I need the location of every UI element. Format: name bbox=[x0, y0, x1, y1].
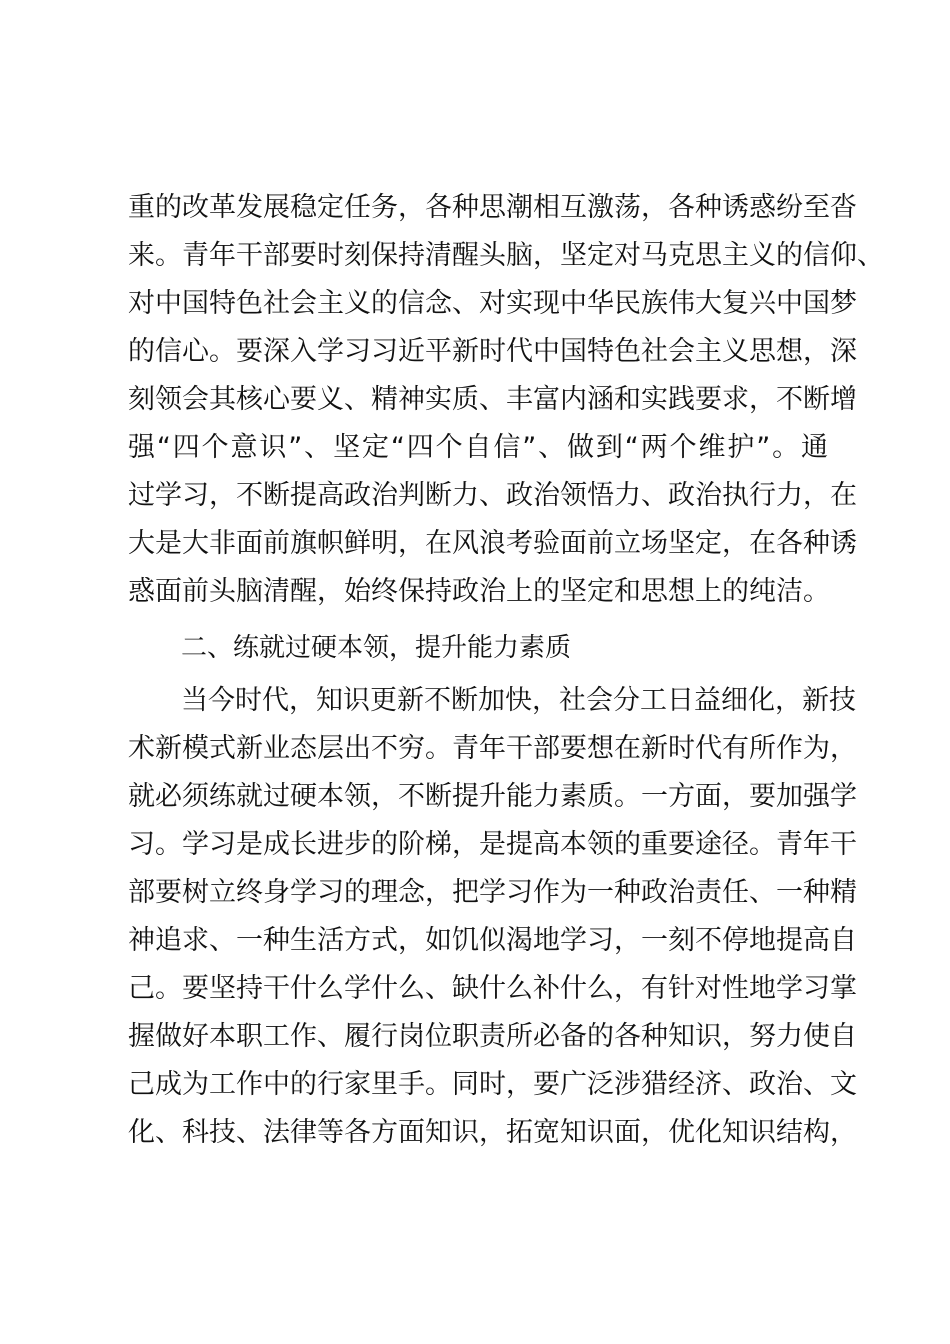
paragraph-line: 握做好本职工作、履行岗位职责所必备的各种知识，努力使自 bbox=[128, 1021, 857, 1052]
paragraph-line: 习。学习是成长进步的阶梯，是提高本领的重要途径。青年干 bbox=[128, 829, 857, 860]
paragraph-line: 部要树立终身学习的理念，把学习作为一种政治责任、一种精 bbox=[128, 877, 857, 908]
paragraph-line: 当今时代，知识更新不断加快，社会分工日益细化，新技 bbox=[181, 685, 856, 716]
paragraph-line: 神追求、一种生活方式，如饥似渴地学习，一刻不停地提高自 bbox=[128, 925, 857, 956]
paragraph-line: 强“四个意识”、坚定“四个自信”、做到“两个维护”。通 bbox=[128, 432, 828, 463]
paragraph-line: 术新模式新业态层出不穷。青年干部要想在新时代有所作为， bbox=[128, 733, 857, 764]
paragraph-line: 己。要坚持干什么学什么、缺什么补什么，有针对性地学习掌 bbox=[128, 973, 857, 1004]
paragraph-line: 对中国特色社会主义的信念、对实现中华民族伟大复兴中国梦 bbox=[128, 288, 857, 319]
paragraph-line: 的信心。要深入学习习近平新时代中国特色社会主义思想，深 bbox=[128, 336, 857, 367]
paragraph-line: 重的改革发展稳定任务，各种思潮相互激荡，各种诱惑纷至沓 bbox=[128, 192, 857, 223]
paragraph-line: 大是大非面前旗帜鲜明，在风浪考验面前立场坚定，在各种诱 bbox=[128, 528, 857, 559]
section-heading: 二、练就过硬本领，提升能力素质 bbox=[181, 633, 572, 663]
paragraph-line: 过学习，不断提高政治判断力、政治领悟力、政治执行力，在 bbox=[128, 480, 857, 511]
paragraph-line: 就必须练就过硬本领，不断提升能力素质。一方面，要加强学 bbox=[128, 781, 857, 812]
paragraph-line: 刻领会其核心要义、精神实质、丰富内涵和实践要求，不断增 bbox=[128, 384, 857, 415]
paragraph-line: 己成为工作中的行家里手。同时，要广泛涉猎经济、政治、文 bbox=[128, 1069, 857, 1100]
paragraph-line: 来。青年干部要时刻保持清醒头脑，坚定对马克思主义的信仰、 bbox=[128, 240, 884, 271]
paragraph-line: 惑面前头脑清醒，始终保持政治上的坚定和思想上的纯洁。 bbox=[128, 576, 830, 607]
paragraph-line: 化、科技、法律等各方面知识，拓宽知识面，优化知识结构， bbox=[128, 1117, 857, 1148]
